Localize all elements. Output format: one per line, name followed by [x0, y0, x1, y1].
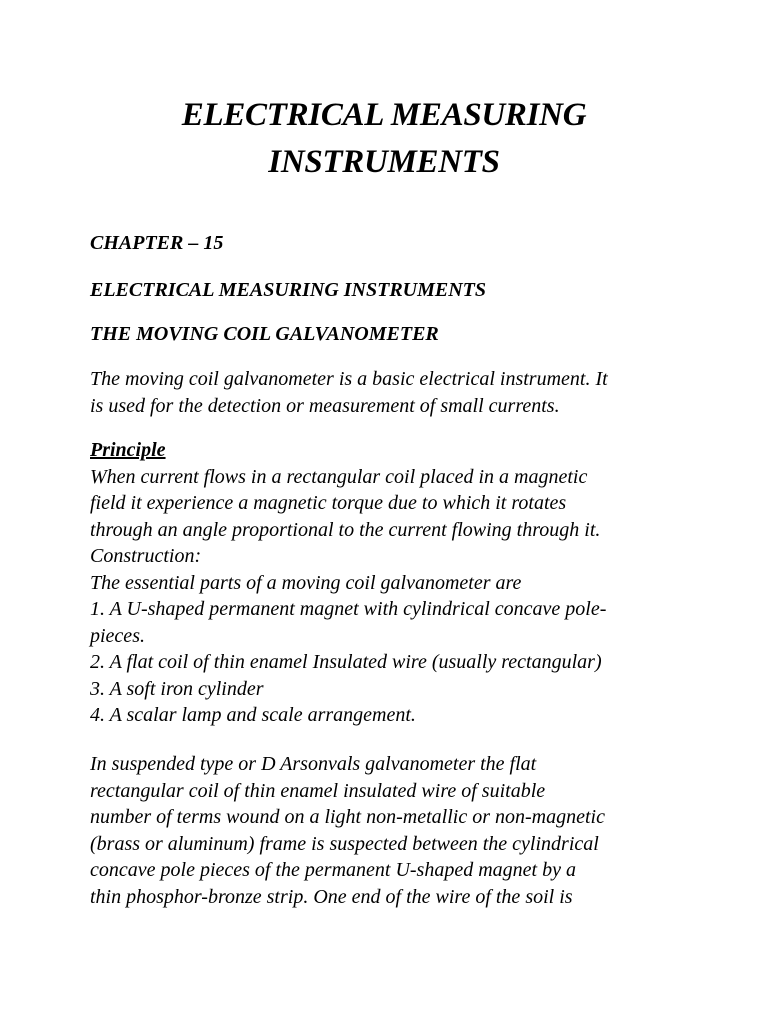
list-item: 4. A scalar lamp and scale arrangement.: [90, 704, 416, 726]
description-line: In suspended type or D Arsonvals galvanometer the flat: [90, 753, 537, 775]
intro-paragraph: [90, 366, 730, 419]
subheading: THE MOVING COIL GALVANOMETER: [90, 323, 439, 345]
description-line: rectangular coil of thin enamel insulated wire of suitable: [90, 779, 546, 802]
intro-line: The moving coil galvanometer is a basic electrical instrument. It: [90, 368, 608, 390]
list-item: 3. A soft iron cylinder: [90, 677, 264, 700]
principle-line: through an angle proportional to the current flowing through it.: [90, 518, 601, 541]
title-line-1: ELECTRICAL MEASURING: [181, 97, 587, 133]
page-title: [0, 92, 768, 186]
list-item: 2. A flat coil of thin enamel Insulated wire (usually rectangular): [90, 651, 602, 673]
chapter-label: CHAPTER – 15: [90, 232, 224, 254]
principle-line: field it experience a magnetic torque due to which it rotates: [90, 492, 567, 514]
description-line: thin phosphor-bronze strip. One end of the wire of the soil is: [90, 885, 573, 908]
section-heading: ELECTRICAL MEASURING INSTRUMENTS: [90, 279, 487, 301]
principle-section: [90, 437, 730, 729]
principle-line: When current flows in a rectangular coil placed in a magnetic: [90, 465, 588, 488]
list-item-continuation: pieces.: [90, 624, 145, 647]
description-line: concave pole pieces of the permanent U-shaped magnet by a: [90, 859, 576, 881]
principle-heading: Principle: [90, 439, 166, 461]
description-line: (brass or aluminum) frame is suspected between the cylindrical: [90, 832, 599, 855]
construction-label: Construction:: [90, 545, 202, 567]
list-item: 1. A U-shaped permanent magnet with cylindrical concave pole-: [90, 598, 607, 620]
description-paragraph: [90, 751, 730, 910]
intro-line: is used for the detection or measurement of small currents.: [90, 394, 560, 417]
title-line-2: INSTRUMENTS: [268, 144, 500, 180]
principle-line: The essential parts of a moving coil galvanometer are: [90, 571, 522, 594]
description-line: number of terms wound on a light non-metallic or non-magnetic: [90, 806, 605, 828]
